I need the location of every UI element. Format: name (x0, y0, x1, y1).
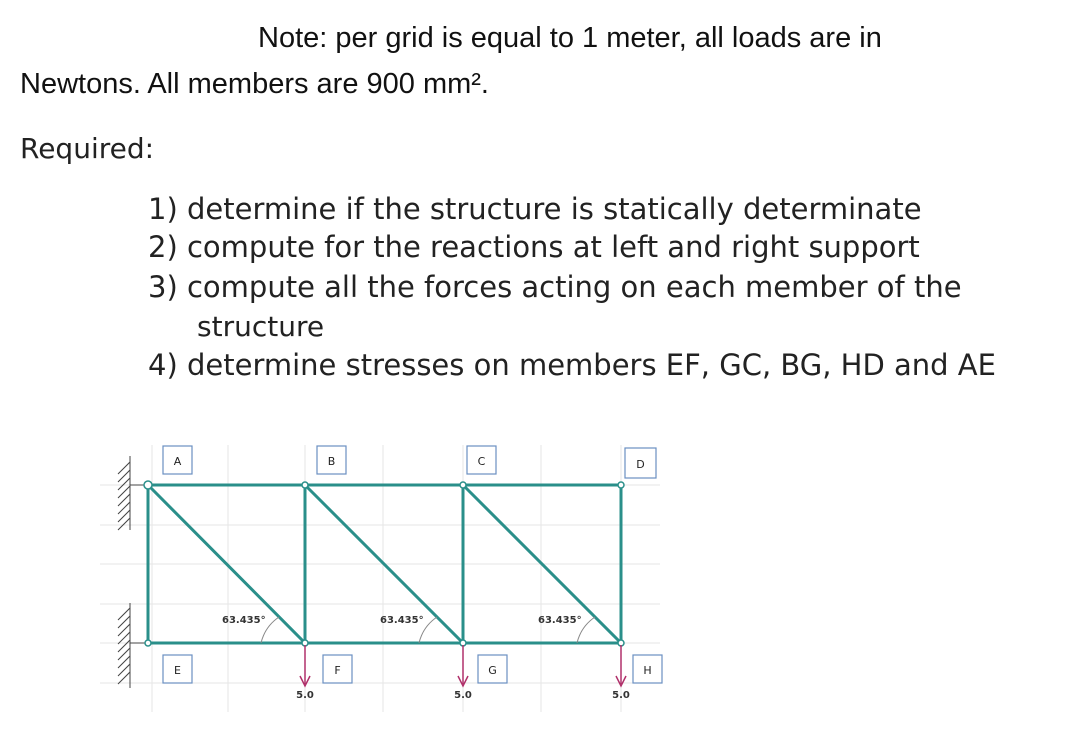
left-support-top (118, 456, 147, 530)
node-label-A: A (173, 455, 182, 468)
node-label-B: B (327, 455, 336, 468)
node-label-F: F (334, 664, 341, 677)
node-label-H: H (643, 664, 652, 677)
angle-label-1: 63.435° (222, 615, 266, 626)
angle-label-3: 63.435° (538, 615, 582, 626)
required-item-2: 2) compute for the reactions at left and right support (148, 230, 920, 264)
required-item-1: 1) determine if the structure is statically determinate (148, 192, 922, 226)
required-item-4: 4) determine stresses on members EF, GC, BG, HD and AE (148, 348, 996, 382)
required-item-3-continued: structure (197, 310, 325, 343)
required-item-3: 3) compute all the forces acting on each member of the (148, 270, 962, 304)
node-label-D: D (636, 458, 645, 471)
left-support-bottom (118, 603, 147, 688)
load-label-G: 5.0 (454, 690, 472, 701)
note-line-1: Note: per grid is equal to 1 meter, all loads are in (258, 22, 882, 54)
note-line-2: Newtons. All members are 900 mm². (20, 68, 489, 100)
node-label-G: G (488, 664, 497, 677)
node-label-C: C (477, 455, 486, 468)
load-label-H: 5.0 (612, 690, 630, 701)
truss-diagram (0, 400, 1077, 740)
node-label-E: E (174, 664, 181, 677)
load-label-F: 5.0 (296, 690, 314, 701)
angle-label-2: 63.435° (380, 615, 424, 626)
required-heading: Required: (20, 132, 155, 165)
